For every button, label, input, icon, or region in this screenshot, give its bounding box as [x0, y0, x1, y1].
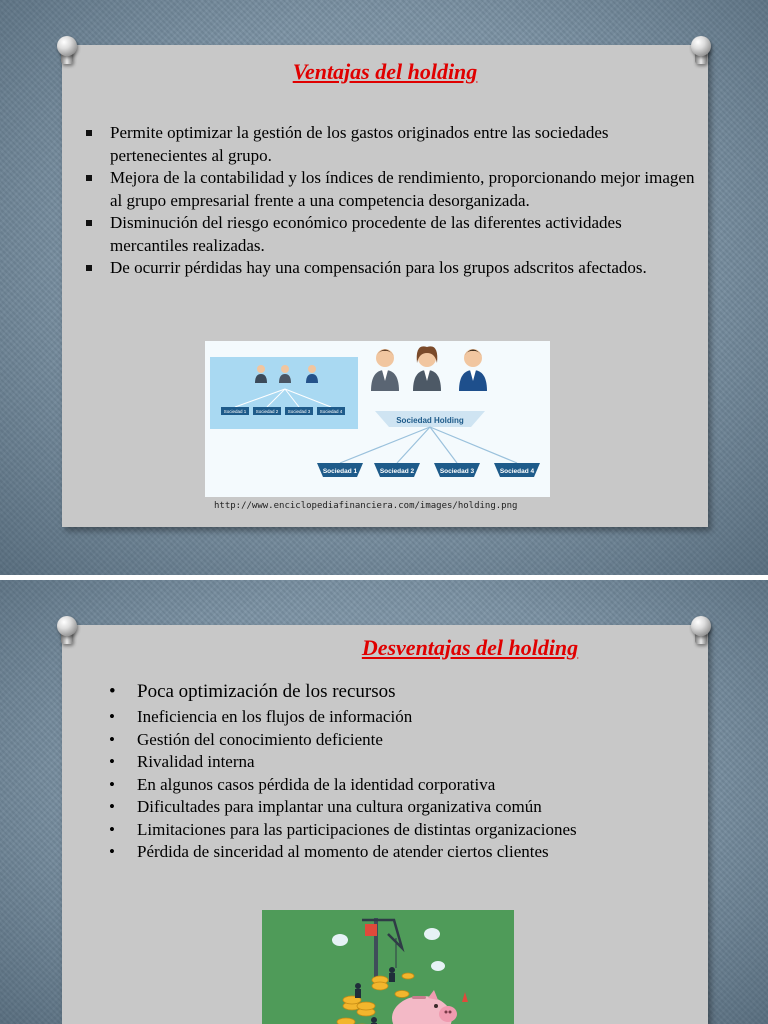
piggy-bank-scene: [262, 910, 514, 1024]
list-item: • Gestión del conocimiento deficiente: [109, 729, 669, 752]
list-item: • Dificultades para implantar una cultura organizativa común: [109, 796, 669, 819]
company-label: Sociedad 4: [499, 468, 535, 475]
list-item: • Pérdida de sinceridad al momento de atender ciertos clientes: [109, 841, 669, 864]
list-item: • Limitaciones para las participaciones de distintas organizaciones: [109, 819, 669, 842]
list-item: Permite optimizar la gestión de los gastos originados entre las sociedades pertenecientes al grupo.: [84, 122, 696, 167]
executive-person-icons: [371, 346, 487, 391]
advantages-list: [84, 122, 696, 280]
inset-label: Sociedad 1: [223, 409, 247, 414]
slide-title: Desventajas del holding: [361, 635, 579, 660]
image-source-caption: http://www.enciclopediafinanciera.com/images/holding.png: [214, 501, 518, 511]
slide-card: [62, 45, 708, 527]
slide-card: [62, 625, 708, 1024]
company-badges: [317, 463, 540, 477]
holding-badge: [375, 411, 485, 427]
company-label: Sociedad 2: [379, 468, 415, 475]
list-item: De ocurrir pérdidas hay una compensación para los grupos adscritos afectados.: [84, 257, 696, 280]
company-label: Sociedad 1: [322, 468, 358, 475]
list-item: Disminución del riesgo económico procedente de las diferentes actividades mercantiles realizadas.: [84, 212, 696, 257]
slide-desventajas: [0, 580, 768, 1024]
pushpin-icon: [53, 616, 81, 644]
holding-diagram: [205, 341, 550, 497]
inset-label: Sociedad 3: [287, 409, 311, 414]
disadvantages-list: [109, 679, 669, 864]
holding-diagram-image: [205, 341, 550, 497]
piggy-bank-illustration: [262, 910, 514, 1024]
inset-label: Sociedad 4: [319, 409, 343, 414]
inset-label: Sociedad 2: [255, 409, 279, 414]
company-label: Sociedad 3: [439, 468, 475, 475]
list-item: Mejora de la contabilidad y los índices de rendimiento, proporcionando mejor imagen al grupo empresarial frente a una competencia desorganizada.: [84, 167, 696, 212]
pushpin-icon: [687, 36, 715, 64]
pushpin-icon: [687, 616, 715, 644]
pushpin-icon: [53, 36, 81, 64]
slide-title: Ventajas del holding: [292, 59, 478, 84]
list-item: • Rivalidad interna: [109, 751, 669, 774]
holding-label: Sociedad Holding: [396, 416, 464, 425]
connector-lines: [340, 427, 517, 463]
list-item: • Ineficiencia en los flujos de información: [109, 706, 669, 729]
list-item: • En algunos casos pérdida de la identidad corporativa: [109, 774, 669, 797]
list-item: • Poca optimización de los recursos: [109, 679, 669, 705]
